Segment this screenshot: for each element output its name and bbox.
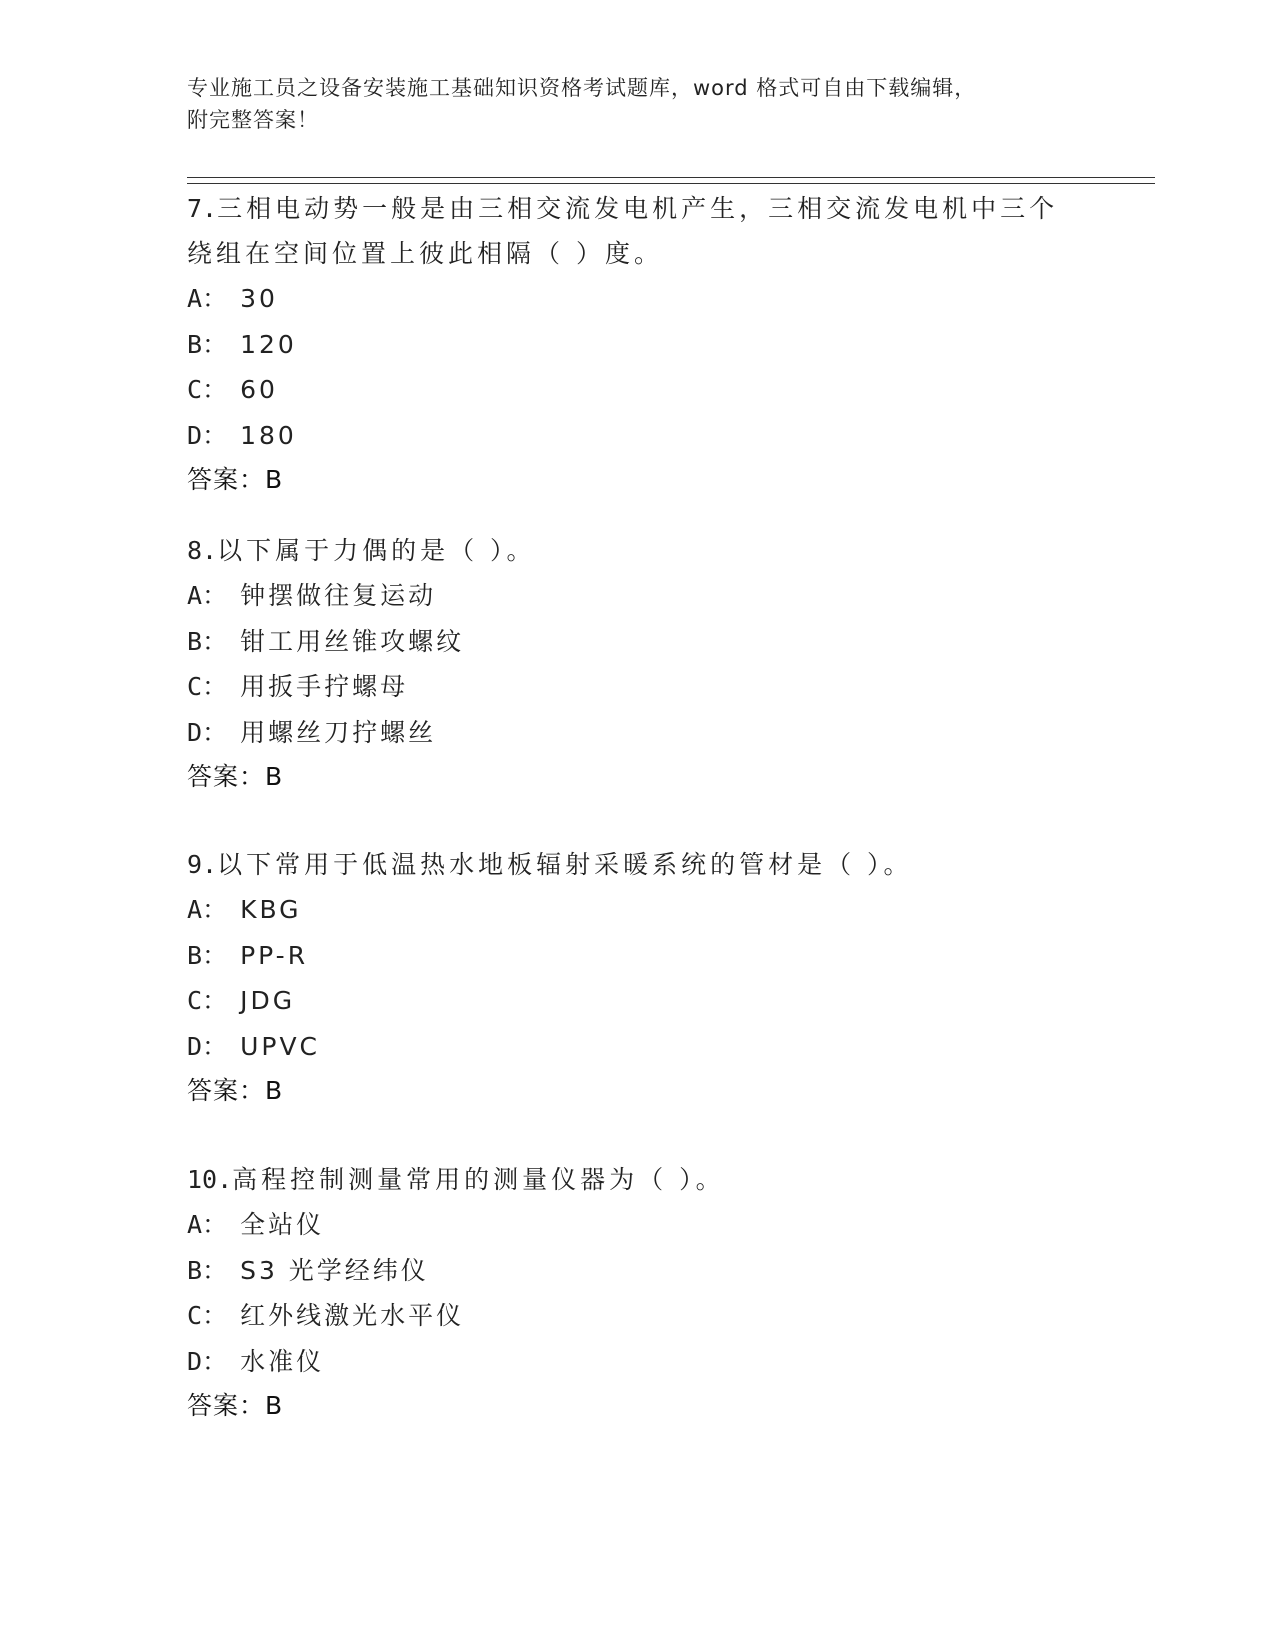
option-a [187,1202,1087,1248]
option-letter: D [187,1346,203,1376]
option-letter: A [187,284,203,313]
question-stem-line-1: 以下属于力偶的是（ ）。 [217,536,536,565]
header-line-1: 专业施工员之设备安装施工基础知识资格考试题库，word 格式可自由下载编辑， [187,76,977,100]
option-separator: ： [202,1210,231,1239]
option-separator: ： [202,626,231,656]
option-text: 全站仪 [240,1210,325,1239]
option-separator: ： [202,375,231,404]
option-a [187,276,1087,322]
option-letter: D [187,1031,203,1061]
option-text: 用螺丝刀拧螺丝 [240,717,437,747]
option-text: 钳工用丝锥攻螺纹 [240,626,465,656]
option-letter: B [187,329,203,359]
option-letter: B [187,626,203,656]
option-text: 红外线激光水平仪 [240,1301,465,1330]
question-stem-line-1: 以下常用于低温热水地板辐射采暖系统的管材是（ ）。 [217,850,913,879]
option-d [187,413,1087,459]
option-text: UPVC [240,1031,321,1061]
question-stem-line-1: 三相电动势一般是由三相交流发电机产生，三相交流发电机中三个 [217,194,1059,223]
option-b [187,322,1087,368]
header-line-2: 附完整答案！ [187,108,319,132]
option-b [187,933,1087,979]
option-b [187,1248,1087,1294]
question-stem [187,186,1087,231]
option-letter: A [187,1210,203,1239]
option-separator: ： [202,284,231,313]
answer-label: 答案： [187,465,266,494]
option-c [187,664,1087,710]
answer-value: B [265,465,284,494]
option-text: 用扳手拧螺母 [240,672,409,701]
option-separator: ： [202,1031,231,1061]
option-separator: ： [202,717,231,747]
question-number: 8. [187,536,218,565]
option-letter: B [187,940,203,970]
option-separator: ： [202,1255,231,1285]
option-d [187,710,1087,756]
answer-line [187,755,1087,799]
question-stem [187,842,1087,887]
option-separator: ： [202,581,231,610]
question-9 [187,842,1087,1113]
question-7 [187,186,1087,502]
option-a [187,573,1087,619]
option-letter: C [187,986,203,1015]
option-c [187,978,1087,1024]
option-a [187,887,1087,933]
option-text: 水准仪 [240,1346,325,1376]
answer-label: 答案： [187,762,266,791]
option-letter: D [187,717,203,747]
answer-value: B [265,762,284,791]
question-number: 10. [187,1165,233,1194]
option-separator: ： [202,986,231,1015]
option-text: JDG [240,986,296,1015]
option-b [187,619,1087,665]
option-text: 120 [240,329,297,359]
question-10 [187,1157,1087,1428]
header-divider-bottom [187,183,1155,184]
document-header [187,72,1067,136]
question-stem [187,528,1087,573]
question-stem-line-1: 高程控制测量常用的测量仪器为（ ）。 [232,1165,725,1194]
answer-label: 答案： [187,1391,266,1420]
option-list [187,887,1087,1069]
option-separator: ： [202,420,231,450]
question-number: 9. [187,850,218,879]
answer-line [187,458,1087,502]
option-separator: ： [202,329,231,359]
option-separator: ： [202,672,231,701]
option-text: PP-R [240,940,309,970]
option-text: 30 [240,284,278,313]
option-c [187,367,1087,413]
option-list [187,1202,1087,1384]
answer-line [187,1384,1087,1428]
answer-value: B [265,1391,284,1420]
answer-label: 答案： [187,1076,266,1105]
question-stem-line-2: 绕组在空间位置上彼此相隔（ ）度。 [187,239,663,268]
answer-line [187,1069,1087,1113]
option-letter: A [187,895,203,924]
option-d [187,1339,1087,1385]
option-text: S3 光学经纬仪 [240,1255,429,1285]
option-text: KBG [240,895,302,924]
option-text: 钟摆做往复运动 [240,581,437,610]
question-stem [187,1157,1087,1202]
option-separator: ： [202,895,231,924]
option-letter: D [187,420,203,450]
answer-value: B [265,1076,284,1105]
question-8 [187,528,1087,799]
option-letter: A [187,581,203,610]
option-separator: ： [202,1301,231,1330]
option-letter: C [187,1301,203,1330]
option-d [187,1024,1087,1070]
option-separator: ： [202,1346,231,1376]
option-separator: ： [202,940,231,970]
header-divider-top [187,177,1155,178]
option-letter: C [187,375,203,404]
option-list [187,276,1087,458]
option-text: 180 [240,420,297,450]
option-text: 60 [240,375,278,404]
question-number: 7. [187,194,218,223]
option-list [187,573,1087,755]
option-letter: C [187,672,203,701]
option-letter: B [187,1255,203,1285]
option-c [187,1293,1087,1339]
